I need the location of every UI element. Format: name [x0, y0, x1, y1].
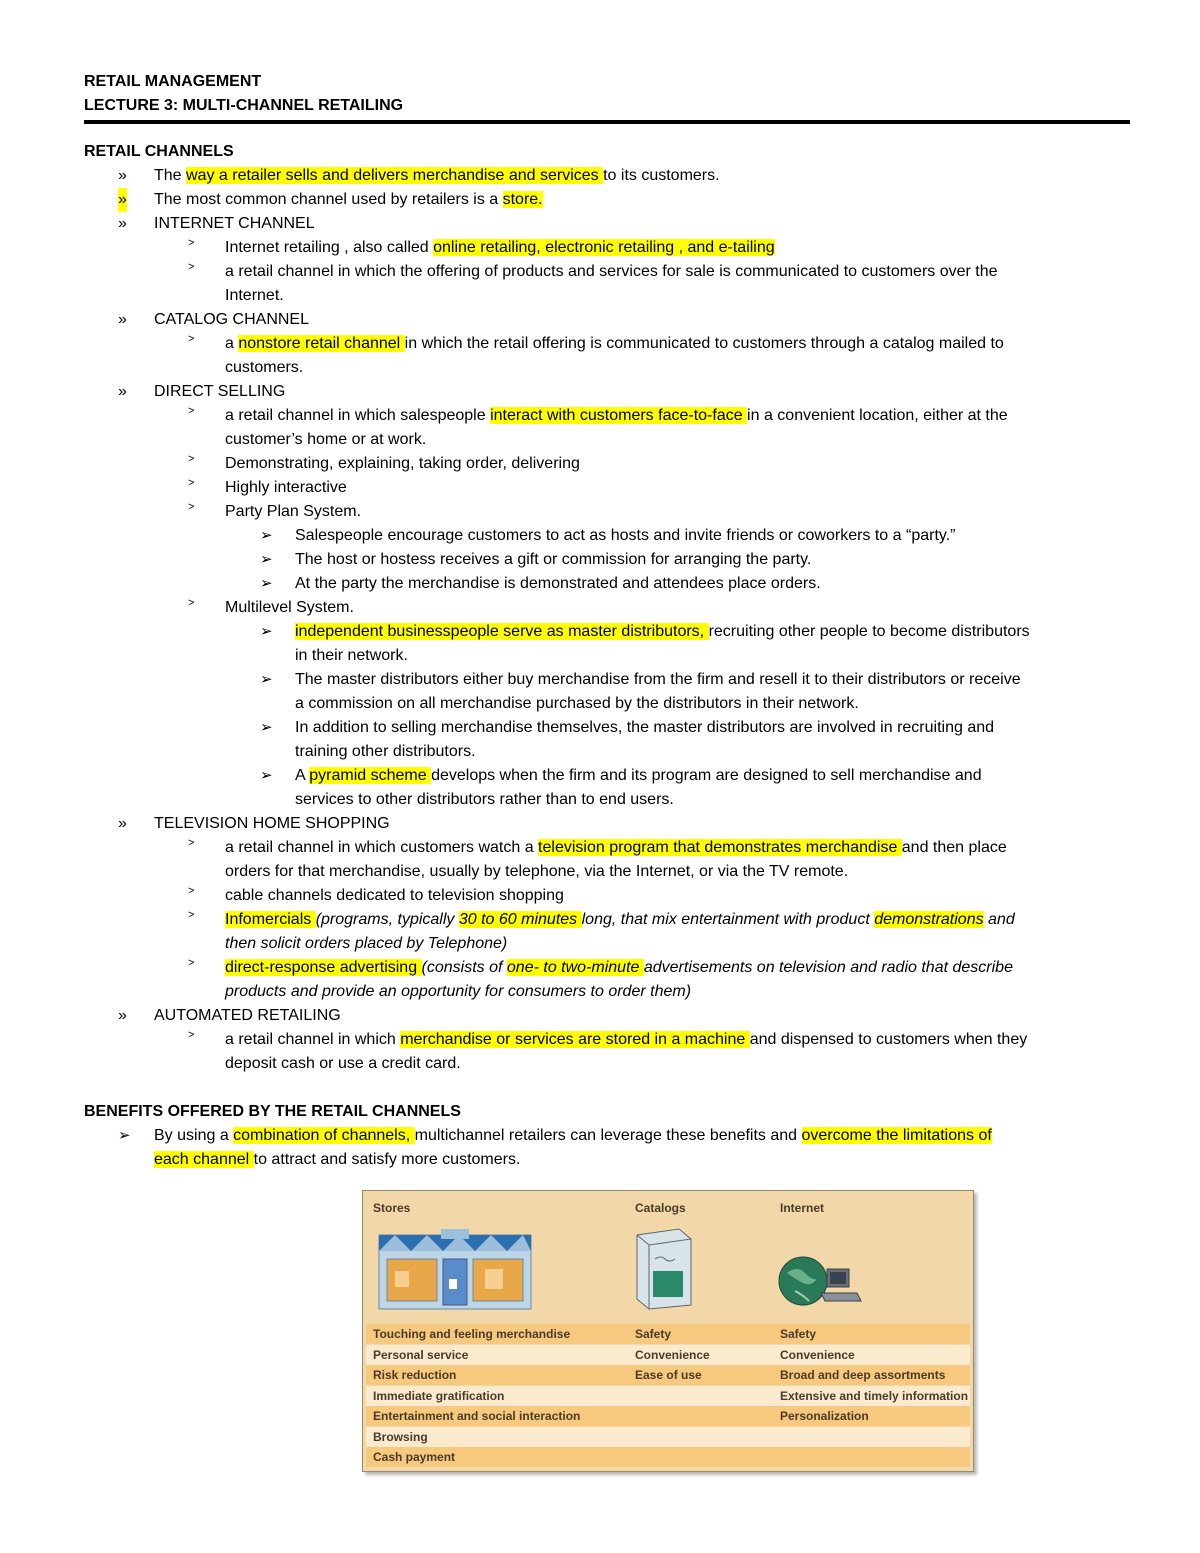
highlight: each channel	[154, 1151, 254, 1168]
sub-item: ˃ Internet retailing , also called online retailing, electronic retailing , and e-tailing	[84, 236, 1130, 260]
sub-item-continued: orders for that merchandise, usually by telephone, via the Internet, or via the TV remote.	[225, 863, 849, 880]
highlight: television program that demonstrates merchandise	[538, 839, 902, 856]
arrow-item-continued: a commission on all merchandise purchased by the distributors in their network.	[295, 695, 859, 712]
sub-item: ˃ Party Plan System.	[84, 500, 1130, 524]
bullet-marker: »	[118, 311, 127, 328]
highlight: merchandise or services are stored in a machine	[400, 1031, 750, 1048]
sub-bullet-marker: ˃	[188, 1029, 195, 1041]
arrow-item-continued: in their network.	[295, 647, 408, 664]
sub-item: ˃ a retail channel in which salespeople interact with customers face-to-face in a convenient location, either at the	[84, 404, 1130, 428]
list-item-internet-channel: » INTERNET CHANNEL	[84, 212, 1130, 236]
highlight: direct-response advertising	[225, 959, 422, 976]
sub-item-continued: deposit cash or use a credit card.	[225, 1055, 461, 1072]
sub-bullet-marker: ˃	[188, 453, 195, 465]
bullet-marker: »	[118, 1007, 127, 1024]
sub-item: ˃ Highly interactive	[84, 476, 1130, 500]
section-heading-retail-channels: RETAIL CHANNELS	[84, 143, 234, 160]
arrow-item-continued: training other distributors.	[295, 743, 476, 760]
highlight: store.	[502, 191, 543, 208]
arrow-bullet-icon: ➢	[260, 767, 273, 784]
column-header-catalogs: Catalogs	[635, 1201, 686, 1215]
list-item: » The most common channel used by retailers is a store.	[84, 188, 1130, 212]
catalog-book-icon	[631, 1225, 697, 1311]
arrow-bullet-icon: ➢	[260, 575, 273, 592]
bullet-marker: »	[118, 188, 127, 212]
sub-item: ˃ Demonstrating, explaining, taking order, delivering	[84, 452, 1130, 476]
arrow-item: ➢ The master distributors either buy merchandise from the firm and resell it to their distributors or receive	[84, 668, 1130, 692]
sub-bullet-marker: ˃	[188, 405, 195, 417]
section-heading-benefits: BENEFITS OFFERED BY THE RETAIL CHANNELS	[84, 1103, 461, 1120]
table-row: Risk reduction Ease of use Broad and deep assortments	[366, 1365, 970, 1385]
bullet-marker: »	[118, 215, 127, 232]
arrow-item: ➢ A pyramid scheme develops when the firm and its program are designed to sell merchandise and	[84, 764, 1130, 788]
course-title: RETAIL MANAGEMENT	[84, 73, 262, 90]
sub-bullet-marker: ˃	[188, 477, 195, 489]
highlight: one- to two-minute	[506, 959, 644, 976]
highlight: Infomercials	[225, 911, 316, 928]
channel-benefits-figure	[362, 1190, 974, 1472]
storefront-icon	[375, 1227, 535, 1313]
highlight: combination of channels,	[233, 1127, 415, 1144]
table-row: Entertainment and social interaction Personalization	[366, 1406, 970, 1426]
lecture-title: LECTURE 3: MULTI-CHANNEL RETAILING	[84, 97, 404, 114]
sub-bullet-marker: ˃	[188, 885, 195, 897]
arrow-bullet-icon: ➢	[260, 551, 273, 568]
sub-item: ˃ a retail channel in which customers watch a television program that demonstrates merchandise and then place	[84, 836, 1130, 860]
highlight: online retailing, electronic retailing , and e-tailing	[433, 239, 775, 256]
arrow-item-continued: services to other distributors rather than to end users.	[295, 791, 674, 808]
bullet-marker: »	[118, 383, 127, 400]
sub-bullet-marker: ˃	[188, 597, 195, 609]
sub-item: ˃ direct-response advertising (consists of one- to two-minute advertisements on television and radio that describe	[84, 956, 1130, 980]
table-row: Touching and feeling merchandise Safety Safety	[366, 1324, 970, 1344]
list-item-automated-retailing: » AUTOMATED RETAILING	[84, 1004, 1130, 1028]
bullet-marker: »	[118, 167, 127, 184]
arrow-bullet-icon: ➢	[260, 527, 273, 544]
sub-bullet-marker: ˃	[188, 909, 195, 921]
sub-bullet-marker: ˃	[188, 261, 195, 273]
arrow-item: ➢ In addition to selling merchandise themselves, the master distributors are involved in recruiting and	[84, 716, 1130, 740]
highlight: interact with customers face-to-face	[490, 407, 748, 424]
arrow-item: ➢ At the party the merchandise is demonstrated and attendees place orders.	[84, 572, 1130, 596]
sub-item: ˃ a retail channel in which merchandise or services are stored in a machine and dispensed to customers when they	[84, 1028, 1130, 1052]
sub-item: ˃ a nonstore retail channel in which the retail offering is communicated to customers through a catalog mailed to	[84, 332, 1130, 356]
title-rule	[84, 120, 1130, 124]
arrow-item: ➢ The host or hostess receives a gift or commission for arranging the party.	[84, 548, 1130, 572]
sub-bullet-marker: ˃	[188, 333, 195, 345]
sub-item-continued: products and provide an opportunity for consumers to order them)	[225, 983, 692, 1000]
bullet-marker: »	[118, 815, 127, 832]
sub-item-continued: Internet.	[225, 287, 284, 304]
arrow-item: ➢ independent businesspeople serve as master distributors, recruiting other people to become distributors	[84, 620, 1130, 644]
document-page	[84, 70, 1130, 1172]
highlight: overcome the limitations of	[801, 1127, 992, 1144]
list-item: » The way a retailer sells and delivers merchandise and services to its customers.	[84, 164, 1130, 188]
sub-bullet-marker: ˃	[188, 837, 195, 849]
highlight: nonstore retail channel	[238, 335, 405, 352]
sub-item-continued: customers.	[225, 359, 304, 376]
arrow-bullet-icon: ➢	[260, 719, 273, 736]
sub-bullet-marker: ˃	[188, 237, 195, 249]
arrow-bullet-icon: ➢	[260, 623, 273, 640]
sub-item: ˃ cable channels dedicated to television shopping	[84, 884, 1130, 908]
table-row: Personal service Convenience Convenience	[366, 1345, 970, 1365]
sub-bullet-marker: ˃	[188, 501, 195, 513]
sub-item-continued: customer’s home or at work.	[225, 431, 427, 448]
arrow-item-continued: each channel to attract and satisfy more customers.	[154, 1151, 521, 1168]
globe-computer-icon	[777, 1251, 863, 1311]
highlight: demonstrations	[874, 911, 984, 928]
sub-item: ˃ a retail channel in which the offering of products and services for sale is communicated to customers over the	[84, 260, 1130, 284]
sub-item: ˃ Multilevel System.	[84, 596, 1130, 620]
table-row: Cash payment	[366, 1447, 970, 1467]
highlight: way a retailer sells and delivers merchandise and services	[186, 167, 604, 184]
table-row: Immediate gratification Extensive and timely information	[366, 1386, 970, 1406]
list-item-television-home-shopping: » TELEVISION HOME SHOPPING	[84, 812, 1130, 836]
sub-bullet-marker: ˃	[188, 957, 195, 969]
sub-item-continued: then solicit orders placed by Telephone)	[225, 935, 508, 952]
list-item-catalog-channel: » CATALOG CHANNEL	[84, 308, 1130, 332]
arrow-item: ➢ Salespeople encourage customers to act as hosts and invite friends or coworkers to a “party.”	[84, 524, 1130, 548]
list-item-direct-selling: » DIRECT SELLING	[84, 380, 1130, 404]
column-header-internet: Internet	[780, 1201, 825, 1215]
column-header-stores: Stores	[373, 1201, 411, 1215]
highlight: 30 to 60 minutes	[458, 911, 582, 928]
sub-item: ˃ Infomercials (programs, typically 30 to 60 minutes long, that mix entertainment with product demonstrations and	[84, 908, 1130, 932]
highlight: independent businesspeople serve as master distributors,	[295, 623, 709, 640]
arrow-item: ➢ By using a combination of channels, multichannel retailers can leverage these benefits and overcome the limitations of	[84, 1124, 1130, 1148]
table-row: Browsing	[366, 1427, 970, 1447]
arrow-bullet-icon: ➢	[118, 1127, 131, 1144]
highlight: pyramid scheme	[309, 767, 432, 784]
arrow-bullet-icon: ➢	[260, 671, 273, 688]
